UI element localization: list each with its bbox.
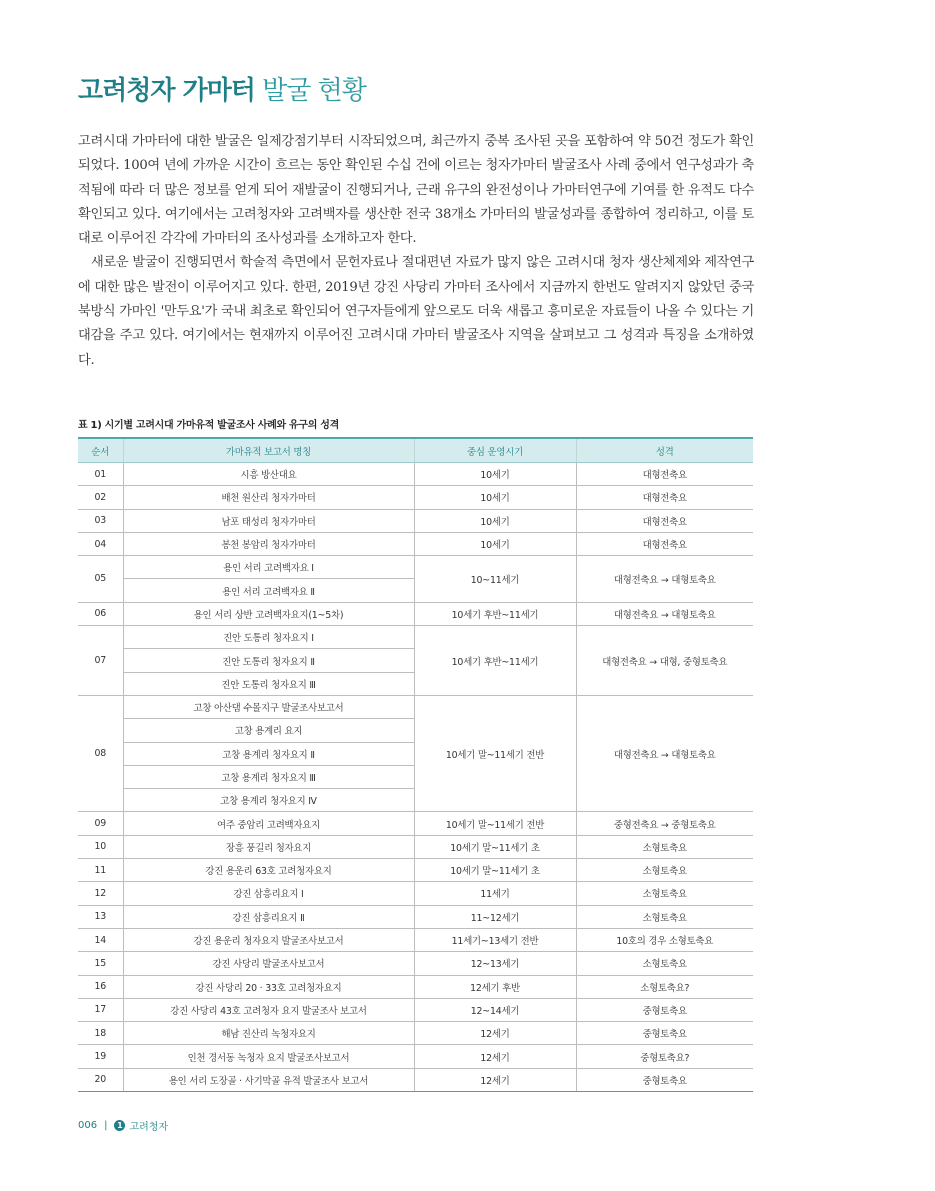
table-row	[78, 859, 753, 882]
cell-nature: 중형토축요	[576, 1068, 753, 1091]
table-row	[78, 1045, 753, 1068]
cell-report-name: 인천 경서동 녹청자 요지 발굴조사보고서	[123, 1045, 414, 1068]
page-title-light: 발굴 현황	[262, 76, 366, 106]
cell-nature: 소형토축요	[576, 952, 753, 975]
cell-report-name: 용인 서리 고려백자요 Ⅰ	[123, 556, 414, 579]
section-name: 고려청자	[129, 1122, 169, 1133]
cell-period: 10세기	[414, 532, 576, 555]
cell-report-name: 강진 사당리 20 · 33호 고려청자요지	[123, 975, 414, 998]
footer-separator: |	[104, 1120, 108, 1131]
cell-report-name: 강진 사당리 발굴조사보고서	[123, 952, 414, 975]
cell-period: 12~13세기	[414, 952, 576, 975]
header-nature: 성격	[576, 438, 753, 463]
cell-period: 10세기	[414, 463, 576, 486]
cell-order: 17	[78, 998, 123, 1021]
cell-nature: 소형토축요	[576, 882, 753, 905]
page-number: 006	[78, 1120, 98, 1131]
table-row	[78, 695, 753, 718]
cell-period: 10세기 말~11세기 전반	[414, 812, 576, 835]
cell-nature: 중형토축요	[576, 1022, 753, 1045]
cell-order: 07	[78, 626, 123, 696]
header-report-name: 가마유적 보고서 명칭	[123, 438, 414, 463]
cell-nature: 대형전축요	[576, 486, 753, 509]
cell-nature: 소형토축요	[576, 835, 753, 858]
table-row	[78, 812, 753, 835]
cell-order: 02	[78, 486, 123, 509]
cell-report-name: 배천 원산리 청자가마터	[123, 486, 414, 509]
cell-report-name: 해남 진산리 녹청자요지	[123, 1022, 414, 1045]
cell-period: 11~12세기	[414, 905, 576, 928]
cell-report-name: 여주 중암리 고려백자요지	[123, 812, 414, 835]
cell-report-name: 고창 용계리 청자요지 Ⅳ	[123, 789, 414, 812]
cell-order: 03	[78, 509, 123, 532]
cell-order: 14	[78, 928, 123, 951]
chapter-number-badge: 1	[114, 1120, 125, 1131]
cell-period: 10세기 말~11세기 초	[414, 859, 576, 882]
cell-period: 10세기	[414, 486, 576, 509]
cell-nature: 대형전축요 → 대형, 중형토축요	[576, 626, 753, 696]
table-row	[78, 835, 753, 858]
cell-period: 10세기	[414, 509, 576, 532]
cell-period: 11세기~13세기 전반	[414, 928, 576, 951]
cell-nature: 소형토축요	[576, 905, 753, 928]
cell-nature: 소형토축요?	[576, 975, 753, 998]
cell-order: 19	[78, 1045, 123, 1068]
cell-nature: 대형전축요 → 대형토축요	[576, 556, 753, 603]
cell-nature: 중형전축요 → 중형토축요	[576, 812, 753, 835]
cell-report-name: 강진 용운리 63호 고려청자요지	[123, 859, 414, 882]
cell-period: 12세기	[414, 1045, 576, 1068]
cell-order: 09	[78, 812, 123, 835]
table-row	[78, 1022, 753, 1045]
cell-report-name: 남포 태성리 청자가마터	[123, 509, 414, 532]
cell-order: 12	[78, 882, 123, 905]
cell-report-name: 장흥 풍길리 청자요지	[123, 835, 414, 858]
cell-order: 15	[78, 952, 123, 975]
table-row	[78, 905, 753, 928]
table-row	[78, 952, 753, 975]
cell-period: 12~14세기	[414, 998, 576, 1021]
table-body	[78, 463, 753, 1092]
cell-report-name: 고창 용계리 청자요지 Ⅱ	[123, 742, 414, 765]
table-row	[78, 882, 753, 905]
cell-report-name: 봉천 봉암리 청자가마터	[123, 532, 414, 555]
paragraph-1: 고려시대 가마터에 대한 발굴은 일제강점기부터 시작되었으며, 최근까지 중복 조사된 곳을 포함하여 약 50건 정도가 확인되었다. 100여 년에 가까운 시간이 흐르는 동안 확인된 수십 건에 이르는 청자가마터 발굴조사 사례 중에서 연구성과가 축적됨에 따라 더 많은 정보를 얻게 되어 재발굴이 진행되거나, 근래 유구의 완전성이나 가마터연구에 기여를 한 유적도 다수 확인되고 있다. 여기에서는 고려청자와 고려백자를 생산한 전국 38개소 가마터의 발굴성과를 종합하여 정리하고, 이를 토대로 이루어진 각각에 가마터의 조사성과를 소개하고자 한다.	[78, 134, 754, 247]
cell-nature: 중형토축요	[576, 998, 753, 1021]
table-row	[78, 509, 753, 532]
cell-report-name: 진안 도통리 청자요지 Ⅱ	[123, 649, 414, 672]
table-row	[78, 463, 753, 486]
body-text	[78, 130, 754, 373]
table-row	[78, 626, 753, 649]
cell-order: 18	[78, 1022, 123, 1045]
cell-period: 12세기	[414, 1022, 576, 1045]
cell-order: 05	[78, 556, 123, 603]
cell-order: 10	[78, 835, 123, 858]
cell-report-name: 강진 사당리 43호 고려청자 요지 발굴조사 보고서	[123, 998, 414, 1021]
cell-report-name: 용인 서리 고려백자요 Ⅱ	[123, 579, 414, 602]
kiln-excavation-table	[78, 437, 753, 1092]
cell-nature: 대형전축요	[576, 532, 753, 555]
cell-period: 10~11세기	[414, 556, 576, 603]
table-row	[78, 998, 753, 1021]
cell-report-name: 강진 삼흥리요지 Ⅰ	[123, 882, 414, 905]
table-row	[78, 928, 753, 951]
cell-nature: 대형전축요 → 대형토축요	[576, 695, 753, 811]
cell-order: 16	[78, 975, 123, 998]
header-order: 순서	[78, 438, 123, 463]
cell-order: 11	[78, 859, 123, 882]
page-title-bold: 고려청자 가마터	[78, 76, 255, 106]
table-row	[78, 975, 753, 998]
cell-order: 08	[78, 695, 123, 811]
cell-period: 10세기 말~11세기 전반	[414, 695, 576, 811]
header-period: 중심 운영시기	[414, 438, 576, 463]
cell-report-name: 진안 도통리 청자요지 Ⅲ	[123, 672, 414, 695]
cell-report-name: 용인 서리 상반 고려백자요지(1~5차)	[123, 602, 414, 625]
cell-nature: 대형전축요 → 대형토축요	[576, 602, 753, 625]
cell-period: 12세기	[414, 1068, 576, 1091]
cell-report-name: 시흥 방산대요	[123, 463, 414, 486]
paragraph-2: 새로운 발굴이 진행되면서 학술적 측면에서 문헌자료나 절대편년 자료가 많지 않은 고려시대 청자 생산체제와 제작연구에 대한 많은 발전이 이루어지고 있다. 한편, 2019년 강진 사당리 가마터 조사에서 지금까지 한번도 알려지지 않았던 중국 북방식 가마인 '만두요'가 국내 최초로 확인되어 연구자들에게 앞으로도 더욱 새롭고 흥미로운 자료들이 나올 수 있다는 기대감을 주고 있다. 여기에서는 현재까지 이루어진 고려시대 가마터 발굴조사 지역을 살펴보고 그 성격과 특징을 소개하였다.	[78, 255, 754, 368]
cell-period: 10세기 후반~11세기	[414, 626, 576, 696]
cell-period: 10세기 후반~11세기	[414, 602, 576, 625]
page-title	[78, 70, 366, 107]
cell-period: 10세기 말~11세기 초	[414, 835, 576, 858]
table-row	[78, 556, 753, 579]
cell-report-name: 용인 서리 도장골 · 사기막골 유적 발굴조사 보고서	[123, 1068, 414, 1091]
cell-report-name: 고창 용계리 요지	[123, 719, 414, 742]
cell-nature: 중형토축요?	[576, 1045, 753, 1068]
page-footer	[78, 1118, 168, 1133]
cell-nature: 10호의 경우 소형토축요	[576, 928, 753, 951]
cell-order: 06	[78, 602, 123, 625]
cell-nature: 대형전축요	[576, 509, 753, 532]
table-caption: 표 1) 시기별 고려시대 가마유적 발굴조사 사례와 유구의 성격	[78, 420, 340, 431]
cell-order: 20	[78, 1068, 123, 1091]
table-row	[78, 602, 753, 625]
table-row	[78, 486, 753, 509]
cell-order: 04	[78, 532, 123, 555]
cell-order: 13	[78, 905, 123, 928]
cell-nature: 소형토축요	[576, 859, 753, 882]
cell-nature: 대형전축요	[576, 463, 753, 486]
cell-report-name: 강진 삼흥리요지 Ⅱ	[123, 905, 414, 928]
table-header-row	[78, 438, 753, 463]
cell-report-name: 고창 아산댐 수몰지구 발굴조사보고서	[123, 695, 414, 718]
cell-period: 11세기	[414, 882, 576, 905]
cell-report-name: 고창 용계리 청자요지 Ⅲ	[123, 765, 414, 788]
table-row	[78, 532, 753, 555]
cell-order: 01	[78, 463, 123, 486]
table-row	[78, 1068, 753, 1091]
cell-report-name: 강진 용운리 청자요지 발굴조사보고서	[123, 928, 414, 951]
cell-period: 12세기 후반	[414, 975, 576, 998]
cell-report-name: 진안 도통리 청자요지 Ⅰ	[123, 626, 414, 649]
